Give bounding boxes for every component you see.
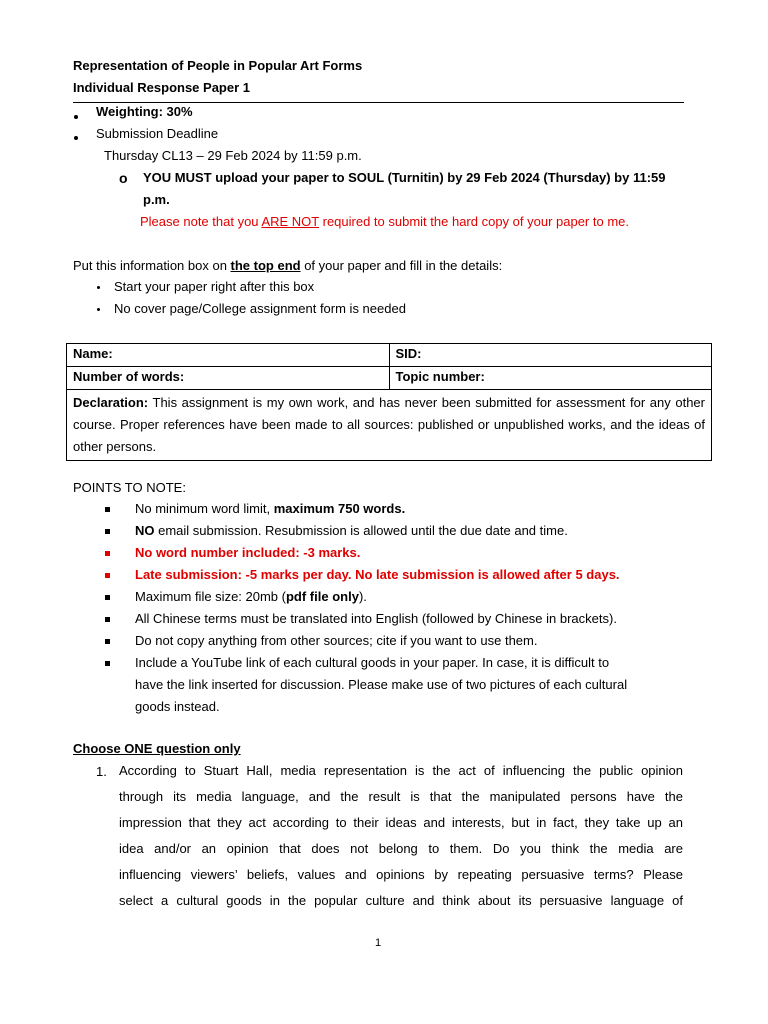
- sub-bullet-marker: o: [119, 170, 128, 186]
- sid-field: SID:: [389, 344, 712, 367]
- word-count-field: Number of words:: [67, 367, 390, 390]
- bullet-dot: [74, 136, 78, 140]
- deadline-label: Submission Deadline: [96, 126, 219, 141]
- weighting-text: Weighting: 30%: [96, 104, 193, 119]
- hard-copy-note: Please note that you ARE NOT required to submit the hard copy of your paper to me.: [140, 214, 630, 229]
- question-1-line: impression that they act according to their ideas and interests, but in fact, they take up an: [119, 815, 683, 830]
- bullet-square: [105, 573, 110, 578]
- point-item: Include a YouTube link of each cultural goods in your paper. In case, it is difficult to: [135, 655, 610, 670]
- point-item: Do not copy anything from other sources; cite if you want to use them.: [135, 633, 538, 648]
- name-field: Name:: [67, 344, 390, 367]
- question-1-line: through its media language, and the result is that the manipulated persons have the: [119, 789, 683, 804]
- bullet-square: [105, 507, 110, 512]
- bullet-dot: [97, 286, 100, 289]
- point-item-continued: have the link inserted for discussion. Please make use of two pictures of each cultural: [135, 677, 628, 692]
- point-item: NO email submission. Resubmission is allowed until the due date and time.: [135, 523, 568, 538]
- point-item-continued: goods instead.: [135, 699, 220, 714]
- bullet-square: [105, 639, 110, 644]
- page-number: 1: [375, 937, 382, 949]
- info-intro-item: No cover page/College assignment form is needed: [114, 301, 406, 316]
- point-item: Late submission: -5 marks per day. No late submission is allowed after 5 days.: [135, 567, 620, 582]
- hard-copy-note-emphasis: ARE NOT: [261, 214, 319, 229]
- points-heading: POINTS TO NOTE:: [73, 480, 186, 495]
- information-box: [66, 343, 712, 461]
- document-title: Representation of People in Popular Art Forms: [73, 58, 363, 73]
- question-1-line: influencing viewers’ beliefs, values and opinions by repeating persuasive terms? Please: [119, 867, 683, 882]
- title-divider: [73, 102, 684, 103]
- point-item: No minimum word limit, maximum 750 words.: [135, 501, 406, 516]
- document-subtitle: Individual Response Paper 1: [73, 80, 250, 95]
- declaration-statement: Declaration: This assignment is my own work, and has never been submitted for assessment for any other course. Proper references have been made to all sources: published or unpublished works, and the ideas of other persons.: [67, 390, 712, 461]
- deadline-detail: Thursday CL13 – 29 Feb 2024 by 11:59 p.m.: [104, 148, 362, 163]
- bullet-square: [105, 617, 110, 622]
- bullet-dot: [74, 115, 78, 119]
- info-intro-item: Start your paper right after this box: [114, 279, 315, 294]
- bullet-square: [105, 661, 110, 666]
- bullet-square: [105, 551, 110, 556]
- info-box-intro-emphasis: the top end: [230, 258, 301, 273]
- point-item: No word number included: -3 marks.: [135, 545, 361, 560]
- bullet-square: [105, 529, 110, 534]
- upload-instruction-line2: p.m.: [143, 192, 170, 207]
- topic-number-field: Topic number:: [389, 367, 712, 390]
- question-1-line: idea and/or an opinion that does not belong to them. Do you think the media are: [119, 841, 683, 856]
- bullet-square: [105, 595, 110, 600]
- upload-instruction-line1: YOU MUST upload your paper to SOUL (Turnitin) by 29 Feb 2024 (Thursday) by 11:59: [143, 170, 666, 185]
- question-1-line: select a cultural goods in the popular culture and think about its persuasive language of: [119, 893, 683, 908]
- info-box-intro: Put this information box on the top end of your paper and fill in the details:: [73, 258, 503, 273]
- point-item: All Chinese terms must be translated into English (followed by Chinese in brackets).: [135, 611, 617, 626]
- question-1-line: According to Stuart Hall, media representation is the act of influencing the public opinion: [119, 763, 683, 778]
- questions-heading: Choose ONE question only: [73, 741, 241, 756]
- point-item: Maximum file size: 20mb (pdf file only).: [135, 589, 367, 604]
- bullet-dot: [97, 308, 100, 311]
- declaration-label: Declaration:: [73, 395, 149, 410]
- question-number: 1.: [96, 764, 107, 779]
